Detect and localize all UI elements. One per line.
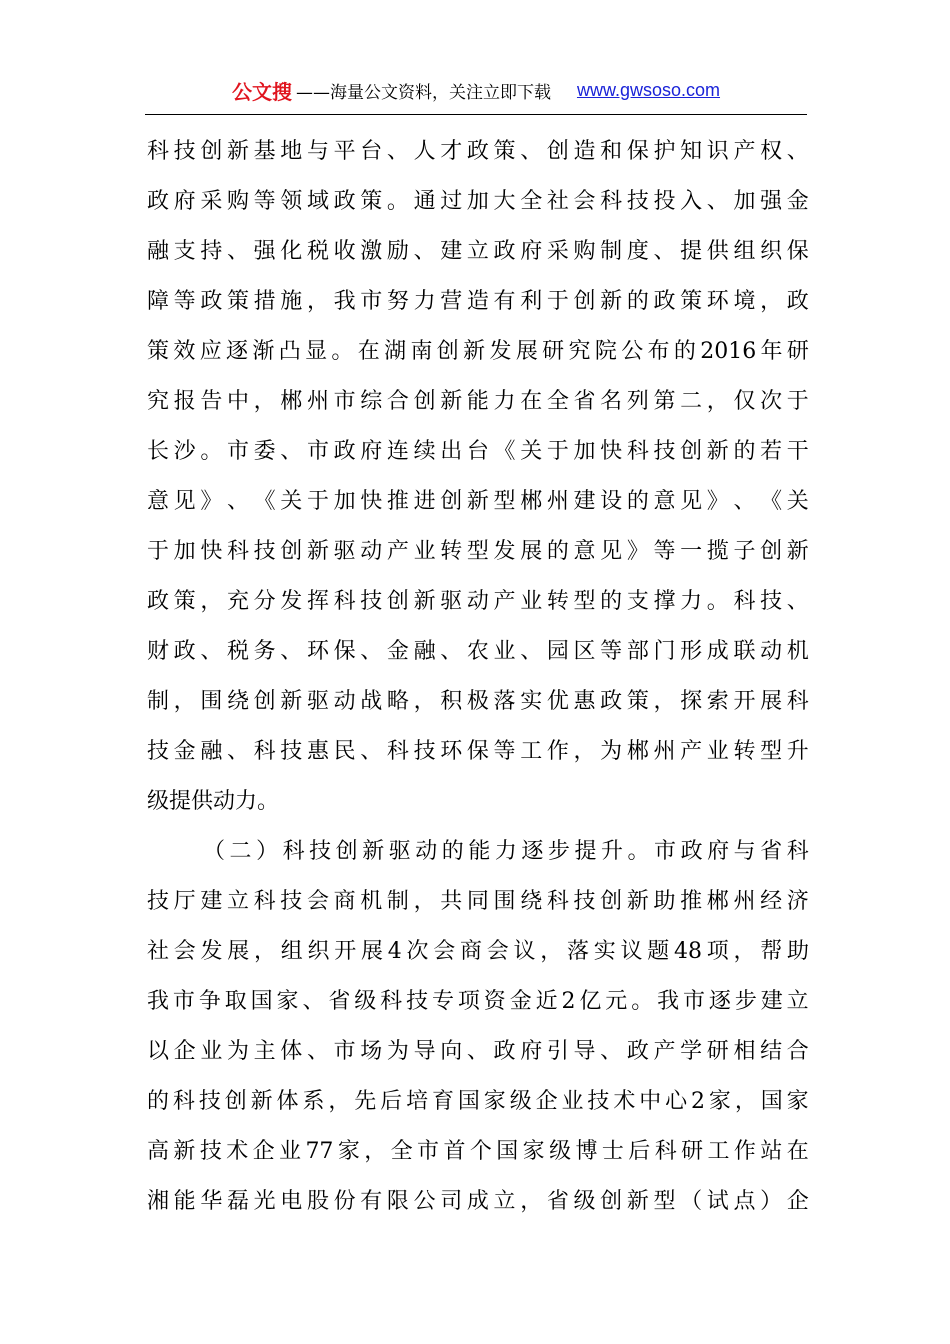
text-line: 究 报 告 中 ， 郴 州 市 综 合 创 新 能 力 在 全 省 名 列 第 二 ， 仅 次 于 [147, 389, 809, 414]
text-line: 于 加 快 科 技 创 新 驱 动 产 业 转 型 发 展 的 意 见 》 等 一 揽 子 创 新 [147, 539, 809, 564]
header-tagline: ——海量公文资料，关注立即下载 [295, 82, 551, 103]
site-link[interactable]: www.gwsoso.com [576, 79, 721, 100]
text-line: 意 见 》 、 《 关 于 加 快 推 进 创 新 型 郴 州 建 设 的 意 见 》 、 《 关 [147, 489, 809, 514]
text-line: 技 金 融 、 科 技 惠 民 、 科 技 环 保 等 工 作 ， 为 郴 州 产 业 转 型 升 [147, 739, 809, 764]
text-line: 社 会 发 展 ， 组 织 开 展 4 次 会 商 会 议 ， 落 实 议 题 48 项 ， 帮 助 [147, 939, 809, 964]
text-line: 的 科 技 创 新 体 系 ， 先 后 培 育 国 家 级 企 业 技 术 中 心 2 家 ， 国 家 [147, 1089, 809, 1114]
text-line: 高 新 技 术 企 业 77 家 ， 全 市 首 个 国 家 级 博 士 后 科 研 工 作 站 在 [147, 1139, 809, 1164]
text-line: 科 技 创 新 基 地 与 平 台 、 人 才 政 策 、 创 造 和 保 护 知 识 产 权 、 [147, 139, 809, 164]
text-line: 融 支 持 、 强 化 税 收 激 励 、 建 立 政 府 采 购 制 度 、 提 供 组 织 保 [147, 239, 809, 264]
text-line: 政 府 采 购 等 领 域 政 策 。 通 过 加 大 全 社 会 科 技 投 入 、 加 强 金 [147, 189, 809, 214]
page-header [145, 66, 807, 115]
text-line: 我 市 争 取 国 家 、 省 级 科 技 专 项 资 金 近 2 亿 元 。 我 市 逐 步 建 立 [147, 989, 809, 1014]
text-line: 策 效 应 逐 渐 凸 显 。 在 湖 南 创 新 发 展 研 究 院 公 布 的 2016 年 研 [147, 339, 809, 364]
text-line: 障 等 政 策 措 施 ， 我 市 努 力 营 造 有 利 于 创 新 的 政 策 环 境 ， 政 [147, 289, 809, 314]
text-line: 制 ， 围 绕 创 新 驱 动 战 略 ， 积 极 落 实 优 惠 政 策 ， 探 索 开 展 科 [147, 689, 809, 714]
text-line: 技 厅 建 立 科 技 会 商 机 制 ， 共 同 围 绕 科 技 创 新 助 推 郴 州 经 济 [147, 889, 809, 914]
text-line: 财 政 、 税 务 、 环 保 、 金 融 、 农 业 、 园 区 等 部 门 形 成 联 动 机 [147, 639, 809, 664]
text-line: 级提供动力。 [147, 789, 280, 814]
text-line: 以 企 业 为 主 体 、 市 场 为 导 向 、 政 府 引 导 、 政 产 学 研 相 结 合 [147, 1039, 809, 1064]
brand-logo-text: 公文搜 [231, 79, 292, 104]
section-heading-line: （ 二 ） 科 技 创 新 驱 动 的 能 力 逐 步 提 升 。 市 政 府 与 省 科 [203, 839, 809, 864]
text-line: 长 沙 。 市 委 、 市 政 府 连 续 出 台 《 关 于 加 快 科 技 创 新 的 若 干 [147, 439, 809, 464]
text-line: 湘 能 华 磊 光 电 股 份 有 限 公 司 成 立 ， 省 级 创 新 型 （ 试 点 ） 企 [147, 1189, 809, 1214]
body-text [147, 127, 809, 1227]
text-line: 政 策 ， 充 分 发 挥 科 技 创 新 驱 动 产 业 转 型 的 支 撑 力 。 科 技 、 [147, 589, 809, 614]
